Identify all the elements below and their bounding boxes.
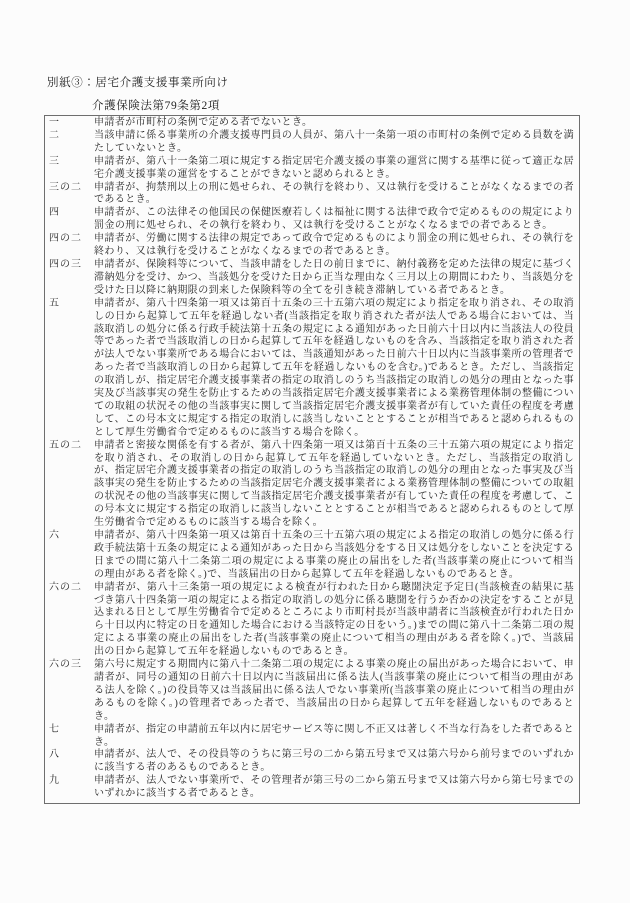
- disqualification-grounds-table: [44, 115, 580, 804]
- item-text: 申請者が、第八十四条第一項又は第百十五条の三十五第六項の規定による指定の取消しの処分に係る行政手続法第十五条の規定による通知があった日から当該処分をする日又は処分をしないことを決定する日までの間に第八十二条第二項の規定による事業の廃止の届出をした者(当該事業の廃止について相当の理由がある者を除く。)で、当該届出の日から起算して五年を経過しないものであるとき。: [94, 530, 574, 580]
- table-row: [45, 182, 579, 208]
- item-text: 申請者が、労働に関する法律の規定であって政令で定めるものにより罰金の刑に処せられ、その執行を終わり、又は執行を受けることがなくなるまでの者であるとき。: [94, 233, 574, 258]
- table-row: [45, 117, 579, 130]
- item-text: 申請者と密接な関係を有する者が、第八十四条第一項又は第百十五条の三十五第六項の規定により指定を取り消され、その取消しの日から起算して五年を経過していないとき。ただし、当該指定の取消しが、指定居宅介護支援事業者の指定の取消しのうち当該指定の取消しの処分の理由となった事実及び当該事実の発生を防止するための当該指定居宅介護支援事業者による業務管理体制の整備についての取組の状況その他の当該事実に関して当該指定居宅介護支援事業者が有していた責任の程度を考慮して、この号本文に規定する指定の取消しに該当しないこととすることが相当であると認められるものとして厚生労働省令で定めるものに該当する場合を除く。: [94, 439, 574, 529]
- item-text: 申請者が、第八十一条第二項に規定する指定居宅介護支援の事業の運営に関する基準に従って適正な居宅介護支援事業の運営をすることができないと認められるとき。: [94, 155, 574, 180]
- item-text: 申請者が、この法律その他国民の保健医療若しくは福祉に関する法律で政令で定めるものの規定により罰金の刑に処せられ、その執行を終わり、又は執行を受けることがなくなるまでの者であるとき。: [94, 207, 574, 232]
- item-number: 四の二: [49, 233, 82, 245]
- table-row: [45, 440, 579, 530]
- item-number: 九: [49, 775, 60, 787]
- table-row: [45, 530, 579, 582]
- table-row: [45, 724, 579, 750]
- table-row: [45, 207, 579, 233]
- item-number: 八: [49, 749, 60, 761]
- item-number: 六: [49, 530, 60, 541]
- item-number: 六の三: [49, 659, 82, 671]
- item-number: 五の二: [49, 439, 82, 451]
- item-text: 申請者が、指定の申請前五年以内に居宅サービス等に関し不正又は著しく不当な行為をした者であるとき。: [94, 723, 574, 748]
- item-number: 二: [49, 129, 60, 141]
- table-row: [45, 259, 579, 298]
- item-text: 申請者が、第八十三条第一項の規定による検査が行われた日から聴聞決定予定日(当該検査の結果に基づき第八十四条第一項の規定による指定の取消しの処分に係る聴聞を行うか否かの決定をすることが見込まれる日として厚生労働省令で定めるところにより市町村長が当該申請者に当該検査が行われた日から十日以内に特定の日を通知した場合における当該特定の日をいう。)までの間に第八十二条第二項の規定による事業の廃止の届出をした者(当該事業の廃止について相当の理由がある者を除く。)で、当該届出の日から起算して五年を経過しないものであるとき。: [94, 581, 574, 658]
- item-number: 一: [49, 117, 60, 128]
- table-row: [45, 659, 579, 724]
- attachment-label: 別紙③：居宅介護支援事業所向け: [47, 77, 229, 89]
- item-text: 当該申請に係る事業所の介護支援専門員の人員が、第八十一条第一項の市町村の条例で定める員数を満たしていないとき。: [94, 129, 574, 154]
- item-number: 七: [49, 723, 60, 735]
- item-text: 申請者が、法人でない事業所で、その管理者が第三号の二から第五号まで又は第六号から第七号までのいずれかに該当する者であるとき。: [94, 775, 574, 800]
- table-row: [45, 749, 579, 775]
- table-row: [45, 156, 579, 182]
- table-row: [45, 298, 579, 440]
- item-number: 五: [49, 297, 60, 309]
- item-text: 申請者が、法人で、その役員等のうちに第三号の二から第五号まで又は第六号から前号までのいずれかに該当する者のあるものであるとき。: [94, 749, 574, 774]
- law-reference: 介護保険法第79条第2項: [92, 100, 220, 112]
- item-text: 申請者が、保険料等について、当該申請をした日の前日までに、納付義務を定めた法律の規定に基づく滞納処分を受け、かつ、当該処分を受けた日から正当な理由なく三月以上の期間にわたり、当該処分を受けた日以降に納期限の到来した保険料等の全てを引き続き滞納している者であるとき。: [94, 258, 574, 296]
- item-number: 三: [49, 155, 60, 167]
- item-number: 四: [49, 207, 60, 219]
- table-row: [45, 233, 579, 259]
- item-number: 六の二: [49, 581, 82, 593]
- item-text: 申請者が市町村の条例で定める者でないとき。: [94, 117, 313, 128]
- item-text: 申請者が、拘禁刑以上の刑に処せられ、その執行を終わり、又は執行を受けることがなくなるまでの者であるとき。: [94, 181, 574, 206]
- table-row: [45, 775, 579, 801]
- item-text: 第六号に規定する期間内に第八十二条第二項の規定による事業の廃止の届出があった場合において、申請者が、同号の通知の日前六十日以内に当該届出に係る法人(当該事業の廃止について相当の理由がある法人を除く。)の役員等又は当該届出に係る法人でない事業所(当該事業の廃止について相当の理由があるものを除く。)の管理者であった者で、当該届出の日から起算して五年を経過しないものであるとき。: [94, 659, 574, 722]
- item-text: 申請者が、第八十四条第一項又は第百十五条の三十五第六項の規定により指定を取り消され、その取消しの日から起算して五年を経過しない者(当該指定を取り消された者が法人である場合においては、当該取消しの処分に係る行政手続法第十五条の規定による通知があった日前六十日以内に当該法人の役員等であった者で当該取消しの日から起算して五年を経過しないものを含み、当該指定を取り消された者が法人でない事業所である場合においては、当該通知があった日前六十日以内に当該事業所の管理者であった者で当該取消しの日から起算して五年を経過しないものを含む。)であるとき。ただし、当該指定の取消しが、指定居宅介護支援事業者の指定の取消しのうち当該指定の取消しの処分の理由となった事実及び当該事実の発生を防止するための当該指定居宅介護支援事業者による業務管理体制の整備についての取組の状況その他の当該事実に関して当該指定居宅介護支援事業者が有していた責任の程度を考慮して、この号本文に規定する指定の取消しに該当しないこととすることが相当であると認められるものとして厚生労働省令で定めるものに該当する場合を除く。: [94, 297, 574, 438]
- table-row: [45, 582, 579, 659]
- item-number: 四の三: [49, 258, 82, 270]
- item-number: 三の二: [49, 181, 82, 193]
- table-row: [45, 130, 579, 156]
